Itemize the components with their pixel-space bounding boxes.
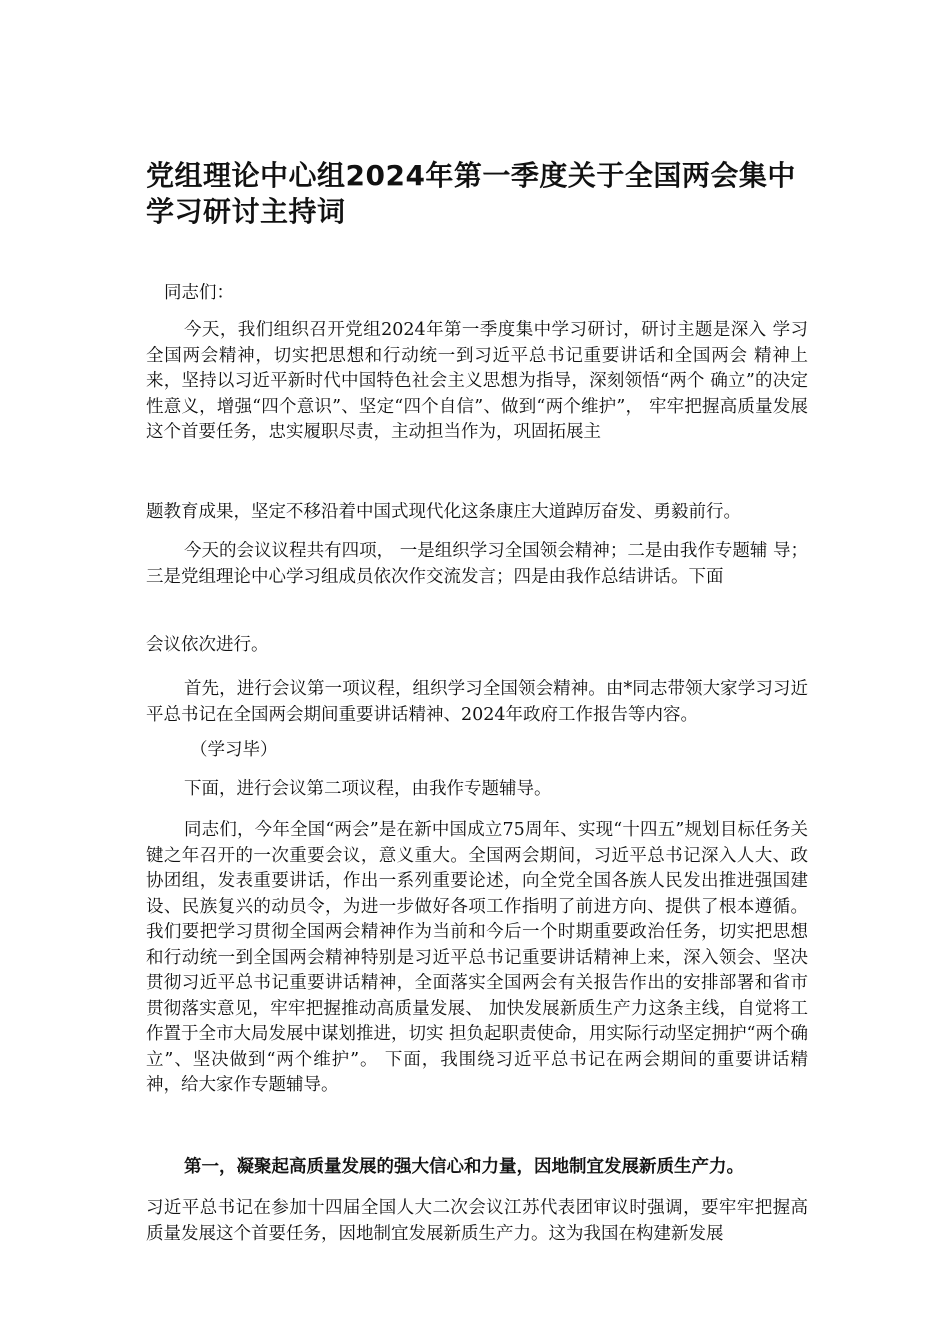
paragraph-4: 会议依次进行。 bbox=[146, 635, 269, 655]
document-title: 党组理论中心组2024年第一季度关于全国两会集中 学习研讨主持词 bbox=[146, 159, 796, 228]
paragraph-6: （学习毕） bbox=[190, 740, 278, 760]
salutation: 同志们： bbox=[164, 283, 234, 303]
closing-paragraph: 习近平总书记在参加十四届全国人大二次会议江苏代表团审议时强调，要牢牢把握高质量发展这个首要任务，因地制宜发展新质生产力。这为我国在构建新发展 bbox=[146, 1198, 808, 1244]
paragraph-5: 首先，进行会议第一项议程，组织学习全国领会精神。由*同志带领大家学习习近平总书记在全国两会期间重要讲话精神、2024年政府工作报告等内容。 bbox=[146, 679, 808, 725]
paragraph-7: 下面，进行会议第二项议程，由我作专题辅导。 bbox=[184, 779, 552, 799]
paragraph-1: 今天，我们组织召开党组2024年第一季度集中学习研讨，研讨主题是深入 学习全国两会精神，切实把思想和行动统一到习近平总书记重要讲话和全国两会 精神上来，坚持以习近平新时代中国特色社会主义思想为指导，深刻领悟“两个 确立”的决定性意义，增强“四个意识”、坚定“四个自信”、做到“两个维护”， 牢牢把握高质量发展这个首要任务，忠实履职尽责，主动担当作为，巩固拓展主 bbox=[146, 320, 808, 442]
section-heading: 第一，凝聚起高质量发展的强大信心和力量，因地制宜发展新质生产力。 bbox=[184, 1157, 744, 1177]
paragraph-3: 今天的会议议程共有四项， 一是组织学习全国领会精神；二是由我作专题辅 导；三是党组理论中心学习组成员依次作交流发言；四是由我作总结讲话。下面 bbox=[146, 541, 808, 587]
paragraph-8: 同志们，今年全国“两会”是在新中国成立75周年、实现“十四五”规划目标任务关键之年召开的一次重要会议，意义重大。全国两会期间，习近平总书记深入人大、政协团组，发表重要讲话，作出一系列重要论述，向全党全国各族人民发出推进强国建设、民族复兴的动员令，为进一步做好各项工作指明了前进方向、提供了根本遵循。我们要把学习贯彻全国两会精神作为当前和今后一个时期重要政治任务，切实把思想和行动统一到全国两会精神特别是习近平总书记重要讲话精神上来，深入领会、坚决贯彻习近平总书记重要讲话精神，全面落实全国两会有关报告作出的安排部署和省市贯彻落实意见，牢牢把握推动高质量发展、 加快发展新质生产力这条主线，自觉将工作置于全市大局发展中谋划推进，切实 担负起职责使命，用实际行动坚定拥护“两个确立”、坚决做到“两个维护”。 下面，我围绕习近平总书记在两会期间的重要讲话精神，给大家作专题辅导。 bbox=[146, 820, 809, 1095]
paragraph-2: 题教育成果，坚定不移沿着中国式现代化这条康庄大道踔厉奋发、勇毅前行。 bbox=[146, 502, 741, 522]
